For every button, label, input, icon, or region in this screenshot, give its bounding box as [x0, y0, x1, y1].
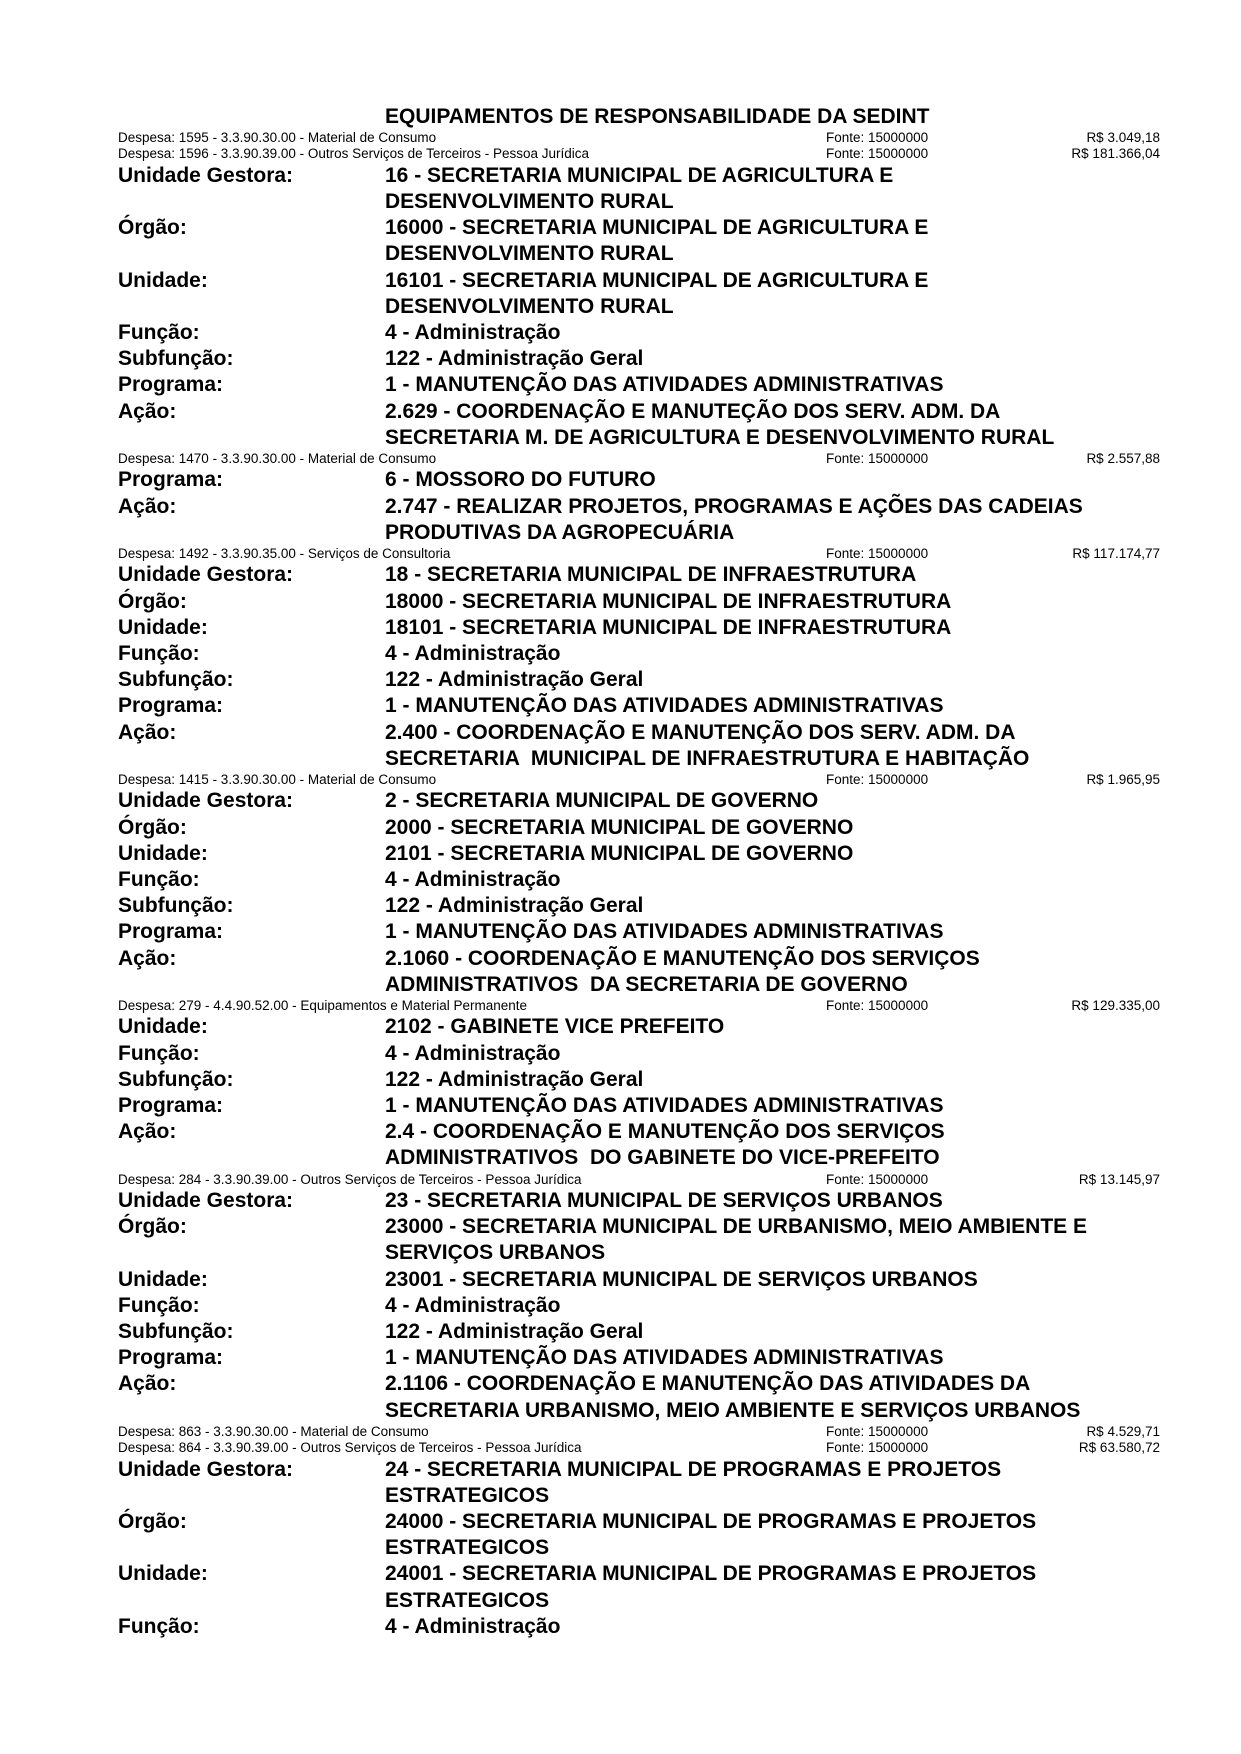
field-label: Programa: — [118, 1094, 224, 1118]
expense-description: Despesa: 1595 - 3.3.90.30.00 - Material de Consumo — [118, 130, 437, 145]
field-row — [118, 946, 1160, 998]
document-entries — [118, 130, 1160, 1640]
field-label: Unidade: — [118, 841, 208, 865]
field-row — [118, 841, 1160, 867]
field-row — [118, 589, 1160, 615]
field-label: Subfunção: — [118, 347, 234, 371]
field-row — [118, 815, 1160, 841]
field-row — [118, 1119, 1160, 1171]
field-label: Programa: — [118, 468, 224, 492]
field-value: 4 - Administração — [385, 1293, 561, 1317]
field-row — [118, 320, 1160, 346]
expense-source: Fonte: 15000000 — [826, 130, 929, 145]
field-value: 6 - MOSSORO DO FUTURO — [385, 468, 656, 492]
field-label: Subfunção: — [118, 1067, 234, 1091]
expense-amount: R$ 63.580,72 — [1078, 1440, 1160, 1456]
expense-description: Despesa: 284 - 3.3.90.39.00 - Outros Serviços de Terceiros - Pessoa Jurídica — [118, 1171, 582, 1187]
expense-source: Fonte: 15000000 — [826, 1171, 929, 1187]
field-label: Unidade: — [118, 268, 208, 292]
field-row — [118, 1457, 1160, 1509]
expense-description: Despesa: 1492 - 3.3.90.35.00 - Serviços de Consultoria — [118, 546, 451, 562]
field-value: 122 - Administração Geral — [385, 668, 644, 692]
field-row — [118, 1067, 1160, 1093]
field-value: 122 - Administração Geral — [385, 1067, 644, 1091]
field-value: 23000 - SECRETARIA MUNICIPAL DE URBANISMO, MEIO AMBIENTE E SERVIÇOS URBANOS — [385, 1215, 1088, 1265]
field-value: 2102 - GABINETE VICE PREFEITO — [385, 1015, 725, 1039]
expense-source: Fonte: 15000000 — [826, 998, 929, 1014]
field-label: Ação: — [118, 494, 177, 518]
expense-line — [118, 1172, 1160, 1188]
expense-line — [118, 998, 1160, 1014]
field-value: 122 - Administração Geral — [385, 347, 644, 371]
expense-amount: R$ 2.557,88 — [1086, 451, 1160, 467]
field-label: Função: — [118, 868, 200, 892]
field-label: Programa: — [118, 373, 224, 397]
field-row — [118, 1014, 1160, 1040]
field-label: Ação: — [118, 946, 177, 970]
field-row — [118, 215, 1160, 267]
expense-source: Fonte: 15000000 — [826, 1423, 929, 1439]
field-row — [118, 788, 1160, 814]
field-row — [118, 1345, 1160, 1371]
expense-amount: R$ 13.145,97 — [1078, 1171, 1160, 1187]
field-label: Função: — [118, 1293, 200, 1317]
field-label: Programa: — [118, 1346, 224, 1370]
field-label: Unidade: — [118, 615, 208, 639]
expense-amount: R$ 129.335,00 — [1071, 998, 1160, 1014]
field-value: 122 - Administração Geral — [385, 894, 644, 918]
field-value: 4 - Administração — [385, 868, 561, 892]
field-row — [118, 1561, 1160, 1613]
field-label: Ação: — [118, 1120, 177, 1144]
expense-line — [118, 546, 1160, 562]
field-value: 4 - Administração — [385, 1041, 561, 1065]
expense-description: Despesa: 864 - 3.3.90.39.00 - Outros Serviços de Terceiros - Pessoa Jurídica — [118, 1440, 582, 1456]
expense-description: Despesa: 1470 - 3.3.90.30.00 - Material de Consumo — [118, 451, 437, 467]
field-label: Unidade Gestora: — [118, 163, 294, 187]
document-body — [118, 104, 1160, 1640]
field-label: Subfunção: — [118, 1320, 234, 1344]
field-label: Órgão: — [118, 1215, 187, 1239]
field-row — [118, 615, 1160, 641]
field-label: Ação: — [118, 399, 177, 423]
field-label: Função: — [118, 321, 200, 344]
expense-line — [118, 146, 1160, 162]
expense-source: Fonte: 15000000 — [826, 1440, 929, 1456]
field-row — [118, 346, 1160, 372]
field-value: 16 - SECRETARIA MUNICIPAL DE AGRICULTURA E DESENVOLVIMENTO RURAL — [385, 163, 894, 213]
expense-amount: R$ 3.049,18 — [1086, 130, 1160, 145]
field-value: 18 - SECRETARIA MUNICIPAL DE INFRAESTRUTURA — [385, 563, 917, 587]
expense-source: Fonte: 15000000 — [826, 451, 929, 467]
field-row — [118, 1093, 1160, 1119]
field-value: 1 - MANUTENÇÃO DAS ATIVIDADES ADMINISTRATIVAS — [385, 694, 944, 718]
field-value: 4 - Administração — [385, 1614, 561, 1638]
field-label: Unidade Gestora: — [118, 1189, 294, 1213]
field-value: 24000 - SECRETARIA MUNICIPAL DE PROGRAMAS E PROJETOS ESTRATEGICOS — [385, 1510, 1037, 1560]
field-row — [118, 1214, 1160, 1266]
field-row — [118, 667, 1160, 693]
field-value: 2.1060 - COORDENAÇÃO E MANUTENÇÃO DOS SERVIÇOS ADMINISTRATIVOS DA SECRETARIA DE GOVERNO — [385, 946, 980, 996]
field-value: 23 - SECRETARIA MUNICIPAL DE SERVIÇOS URBANOS — [385, 1189, 943, 1213]
expense-line — [118, 130, 1160, 146]
field-row — [118, 163, 1160, 215]
field-label: Órgão: — [118, 1510, 187, 1534]
field-row — [118, 399, 1160, 451]
field-label: Ação: — [118, 1372, 177, 1396]
field-row — [118, 720, 1160, 772]
field-value: 2 - SECRETARIA MUNICIPAL DE GOVERNO — [385, 789, 819, 813]
field-label: Órgão: — [118, 589, 187, 613]
field-row — [118, 693, 1160, 719]
field-value: 16101 - SECRETARIA MUNICIPAL DE AGRICULTURA E DESENVOLVIMENTO RURAL — [385, 268, 929, 318]
expense-line — [118, 451, 1160, 467]
field-value: 1 - MANUTENÇÃO DAS ATIVIDADES ADMINISTRATIVAS — [385, 373, 944, 397]
expense-source: Fonte: 15000000 — [826, 546, 929, 562]
field-row — [118, 1293, 1160, 1319]
field-label: Unidade Gestora: — [118, 789, 294, 813]
field-value: 122 - Administração Geral — [385, 1320, 644, 1344]
field-row — [118, 562, 1160, 588]
expense-description: Despesa: 279 - 4.4.90.52.00 - Equipamentos e Material Permanente — [118, 998, 527, 1014]
field-value: 24 - SECRETARIA MUNICIPAL DE PROGRAMAS E PROJETOS ESTRATEGICOS — [385, 1457, 1002, 1507]
field-value: 1 - MANUTENÇÃO DAS ATIVIDADES ADMINISTRATIVAS — [385, 920, 944, 944]
field-row — [118, 893, 1160, 919]
field-value: 23001 - SECRETARIA MUNICIPAL DE SERVIÇOS URBANOS — [385, 1267, 978, 1291]
field-row — [118, 1509, 1160, 1561]
field-value: 2000 - SECRETARIA MUNICIPAL DE GOVERNO — [385, 815, 854, 839]
expense-amount: R$ 1.965,95 — [1086, 772, 1160, 788]
field-label: Unidade Gestora: — [118, 1457, 294, 1481]
field-value: 18101 - SECRETARIA MUNICIPAL DE INFRAESTRUTURA — [385, 615, 952, 639]
field-label: Função: — [118, 1614, 200, 1638]
expense-description: Despesa: 863 - 3.3.90.30.00 - Material de Consumo — [118, 1423, 429, 1439]
expense-line — [118, 1440, 1160, 1456]
field-row — [118, 494, 1160, 546]
field-label: Unidade Gestora: — [118, 563, 294, 587]
field-label: Subfunção: — [118, 894, 234, 918]
field-row — [118, 1188, 1160, 1214]
field-value: 2.4 - COORDENAÇÃO E MANUTENÇÃO DOS SERVIÇOS ADMINISTRATIVOS DO GABINETE DO VICE-PREFEITO — [385, 1120, 945, 1170]
field-label: Órgão: — [118, 815, 187, 839]
field-value: 1 - MANUTENÇÃO DAS ATIVIDADES ADMINISTRATIVAS — [385, 1346, 944, 1370]
field-label: Ação: — [118, 720, 177, 744]
field-value: 4 - Administração — [385, 321, 561, 344]
expense-amount: R$ 4.529,71 — [1086, 1423, 1160, 1439]
field-label: Unidade: — [118, 1267, 208, 1291]
field-row — [118, 1041, 1160, 1067]
field-value: 2.1106 - COORDENAÇÃO E MANUTENÇÃO DAS ATIVIDADES DA SECRETARIA URBANISMO, MEIO AMBIENTE E SERVIÇOS URBANOS — [385, 1372, 1081, 1422]
field-row — [118, 1267, 1160, 1293]
field-row — [118, 867, 1160, 893]
field-value: 24001 - SECRETARIA MUNICIPAL DE PROGRAMAS E PROJETOS ESTRATEGICOS — [385, 1562, 1037, 1612]
field-row — [118, 1319, 1160, 1345]
field-value: 2.400 - COORDENAÇÃO E MANUTENÇÃO DOS SERV. ADM. DA SECRETARIA MUNICIPAL DE INFRAESTRUTURA E HABITAÇÃO — [385, 720, 1030, 770]
field-value: 2101 - SECRETARIA MUNICIPAL DE GOVERNO — [385, 841, 854, 865]
field-label: Unidade: — [118, 1562, 208, 1586]
field-label: Função: — [118, 1041, 200, 1065]
field-label: Função: — [118, 642, 200, 666]
field-row — [118, 919, 1160, 945]
expense-line — [118, 772, 1160, 788]
field-value: 16000 - SECRETARIA MUNICIPAL DE AGRICULTURA E DESENVOLVIMENTO RURAL — [385, 216, 929, 266]
field-row — [118, 372, 1160, 398]
expense-description: Despesa: 1596 - 3.3.90.39.00 - Outros Serviços de Terceiros - Pessoa Jurídica — [118, 146, 589, 162]
field-label: Subfunção: — [118, 668, 234, 692]
field-value: 2.747 - REALIZAR PROJETOS, PROGRAMAS E AÇÕES DAS CADEIAS PRODUTIVAS DA AGROPECUÁRIA — [385, 494, 1083, 544]
expense-source: Fonte: 15000000 — [826, 146, 929, 162]
field-value: 18000 - SECRETARIA MUNICIPAL DE INFRAESTRUTURA — [385, 589, 952, 613]
expense-line — [118, 1424, 1160, 1440]
expense-source: Fonte: 15000000 — [826, 772, 929, 788]
field-row — [118, 268, 1160, 320]
field-label: Programa: — [118, 920, 224, 944]
expense-amount: R$ 117.174,77 — [1072, 546, 1160, 562]
field-value: 2.629 - COORDENAÇÃO E MANUTEÇÃO DOS SERV. ADM. DA SECRETARIA M. DE AGRICULTURA E DESENVOLVIMENTO RURAL — [385, 399, 1055, 449]
field-label: Unidade: — [118, 1015, 208, 1039]
expense-amount: R$ 181.366,04 — [1071, 146, 1160, 162]
field-row — [118, 641, 1160, 667]
document-title: EQUIPAMENTOS DE RESPONSABILIDADE DA SEDINT — [385, 105, 930, 128]
field-value: 1 - MANUTENÇÃO DAS ATIVIDADES ADMINISTRATIVAS — [385, 1094, 944, 1118]
field-row — [118, 1371, 1160, 1423]
field-label: Programa: — [118, 694, 224, 718]
field-value: 4 - Administração — [385, 642, 561, 666]
field-label: Órgão: — [118, 216, 187, 240]
field-row — [118, 1614, 1160, 1640]
field-row — [118, 467, 1160, 493]
expense-description: Despesa: 1415 - 3.3.90.30.00 - Material de Consumo — [118, 772, 437, 788]
